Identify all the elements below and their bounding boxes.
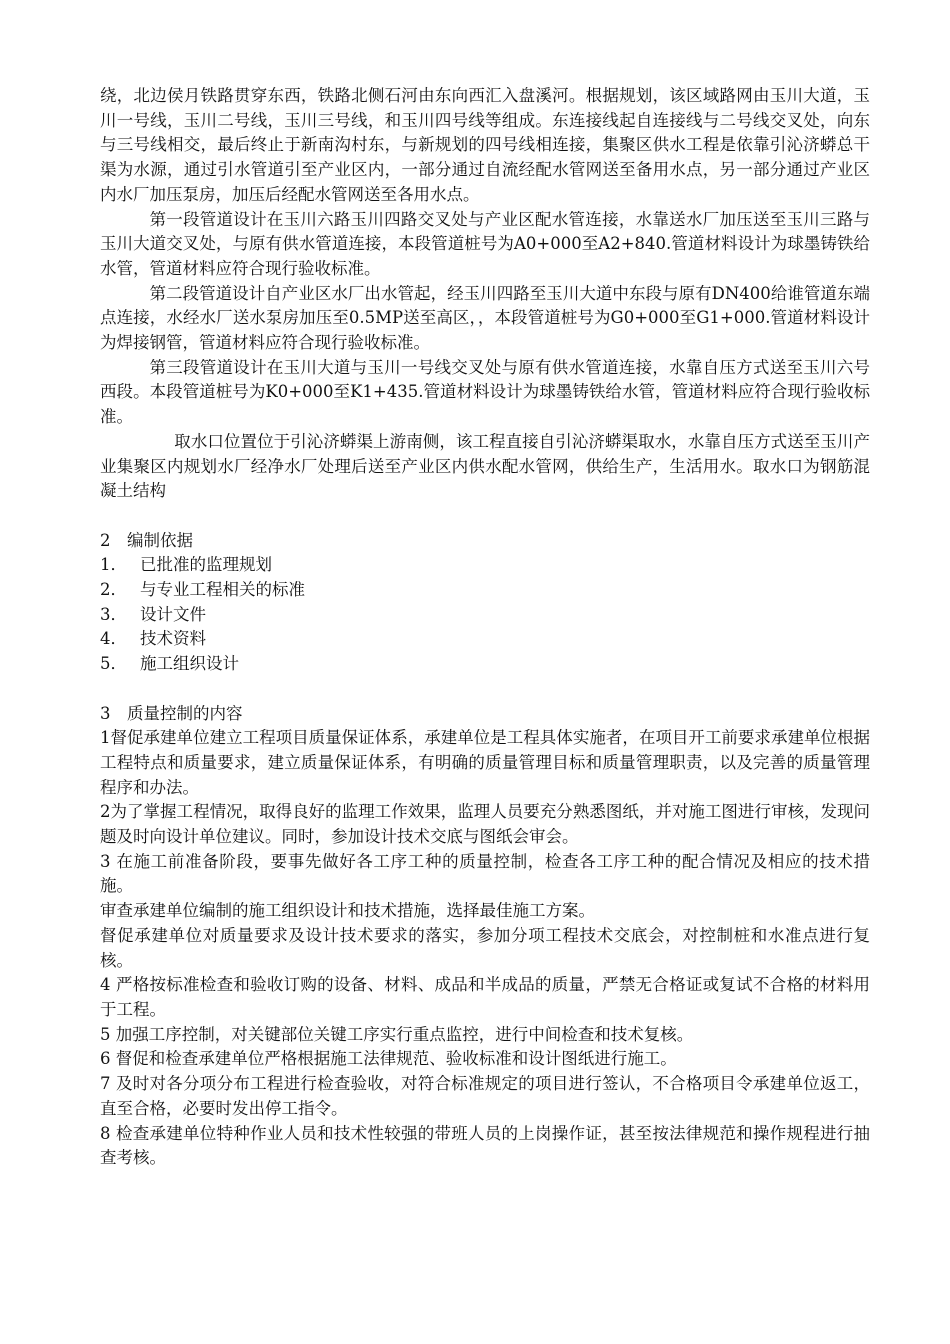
spacer — [100, 677, 870, 702]
quality-paragraph: 2为了掌握工程情况，取得良好的监理工作效果，监理人员要充分熟悉图纸，并对施工图进行审核，发现问题及时向设计单位建议。同时，参加设计技术交底与图纸会审会。 — [100, 802, 870, 847]
list-item-text: 与专业工程相关的标准 — [140, 580, 305, 600]
basis-list — [100, 553, 870, 677]
intro-paragraph-4: 第三段管道设计在玉川大道与玉川一号线交叉处与原有供水管道连接，水靠自压方式送至玉川六号西段。本段管道桩号为K0+000至K1+435.管道材料设计为球墨铸铁给水管，管道材料应符合现行验收标准。 — [100, 357, 870, 427]
quality-paragraph: 8 检查承建单位特种作业人员和技术性较强的带班人员的上岗操作证，甚至按法律规范和操作规程进行抽查考核。 — [100, 1123, 870, 1168]
list-item-number: 3． — [100, 604, 127, 624]
spacer — [100, 504, 870, 529]
list-item-text: 技术资料 — [140, 629, 206, 649]
quality-paragraph: 督促承建单位对质量要求及设计技术要求的落实，参加分项工程技术交底会，对控制桩和水准点进行复核。 — [100, 925, 870, 970]
list-item-text: 已批准的监理规划 — [140, 555, 272, 575]
intro-paragraph-1: 绕，北边侯月铁路贯穿东西，铁路北侧石河由东向西汇入盘溪河。根据规划，该区域路网由玉川大道，玉川一号线，玉川二号线，玉川三号线，和玉川四号线等组成。东连接线起自连接线与二号线交叉处，向东与三号线相交，最后终止于新南沟村东，与新规划的四号线相连接，集聚区供水工程是依靠引沁济蟒总干渠为水源，通过引水管道引至产业区内，一部分通过自流经配水管网送至备用水点，另一部分通过产业区内水厂加压泵房，加压后经配水管网送至各用水点。 — [100, 86, 870, 204]
intro-paragraph-3: 第二段管道设计自产业区水厂出水管起，经玉川四路至玉川大道中东段与原有DN400给谁管道东端点连接，水经水厂送水泵房加压至0.5MP送至高区，，本段管道桩号为G0+000至G1+000.管道材料设计为焊接钢管，管道材料应符合现行验收标准。 — [100, 283, 870, 353]
quality-paragraph: 6 督促和检查承建单位严格根据施工法律规范、验收标准和设计图纸进行施工。 — [100, 1049, 677, 1069]
quality-paragraph: 4 严格按标准检查和验收订购的设备、材料、成品和半成品的质量，严禁无合格证或复试不合格的材料用于工程。 — [100, 975, 870, 1019]
quality-paragraph: 5 加强工序控制，对关键部位关键工序实行重点监控，进行中间检查和技术复核。 — [100, 1024, 694, 1044]
list-item — [100, 553, 870, 578]
list-item-text: 施工组织设计 — [140, 654, 239, 674]
list-item-number: 2． — [100, 580, 127, 600]
list-item-number: 4． — [100, 629, 127, 649]
quality-paragraph: 审查承建单位编制的施工组织设计和技术措施，选择最佳施工方案。 — [100, 901, 595, 921]
list-item — [100, 603, 870, 628]
list-item — [100, 627, 870, 652]
list-item — [100, 652, 870, 677]
list-item — [100, 578, 870, 603]
list-item-number: 1． — [100, 555, 127, 575]
quality-paragraph: 3 在施工前准备阶段，要事先做好各工序工种的质量控制，检查各工序工种的配合情况及相应的技术措施。 — [100, 851, 870, 896]
section-2-heading: 2 编制依据 — [100, 530, 193, 550]
quality-paragraph: 1督促承建单位建立工程项目质量保证体系，承建单位是工程具体实施者，在项目开工前要求承建单位根据工程特点和质量要求，建立质量保证体系，有明确的质量管理目标和质量管理职责，以及完善的质量管理程序和办法。 — [100, 728, 870, 797]
quality-paragraph: 7 及时对各分项分布工程进行检查验收，对符合标准规定的项目进行签认，不合格项目令承建单位返工，直至合格，必要时发出停工指令。 — [100, 1074, 870, 1118]
section-3-heading: 3 质量控制的内容 — [100, 703, 243, 723]
intro-paragraph-5: 取水口位置位于引沁济蟒渠上游南侧，该工程直接自引沁济蟒渠取水，水靠自压方式送至玉川产业集聚区内规划水厂经净水厂处理后送至产业区内供水配水管网，供给生产，生活用水。取水口为钢筋混凝土结构 — [100, 431, 870, 501]
intro-paragraph-2: 第一段管道设计在玉川六路玉川四路交叉处与产业区配水管连接，水靠送水厂加压送至玉川三路与玉川大道交叉处，与原有供水管道连接，本段管道桩号为A0+000至A2+840.管道材料设计为球墨铸铁给水管，管道材料应符合现行验收标准。 — [100, 209, 870, 278]
list-item-number: 5． — [100, 654, 127, 674]
document-page — [100, 84, 870, 1171]
list-item-text: 设计文件 — [140, 604, 206, 624]
